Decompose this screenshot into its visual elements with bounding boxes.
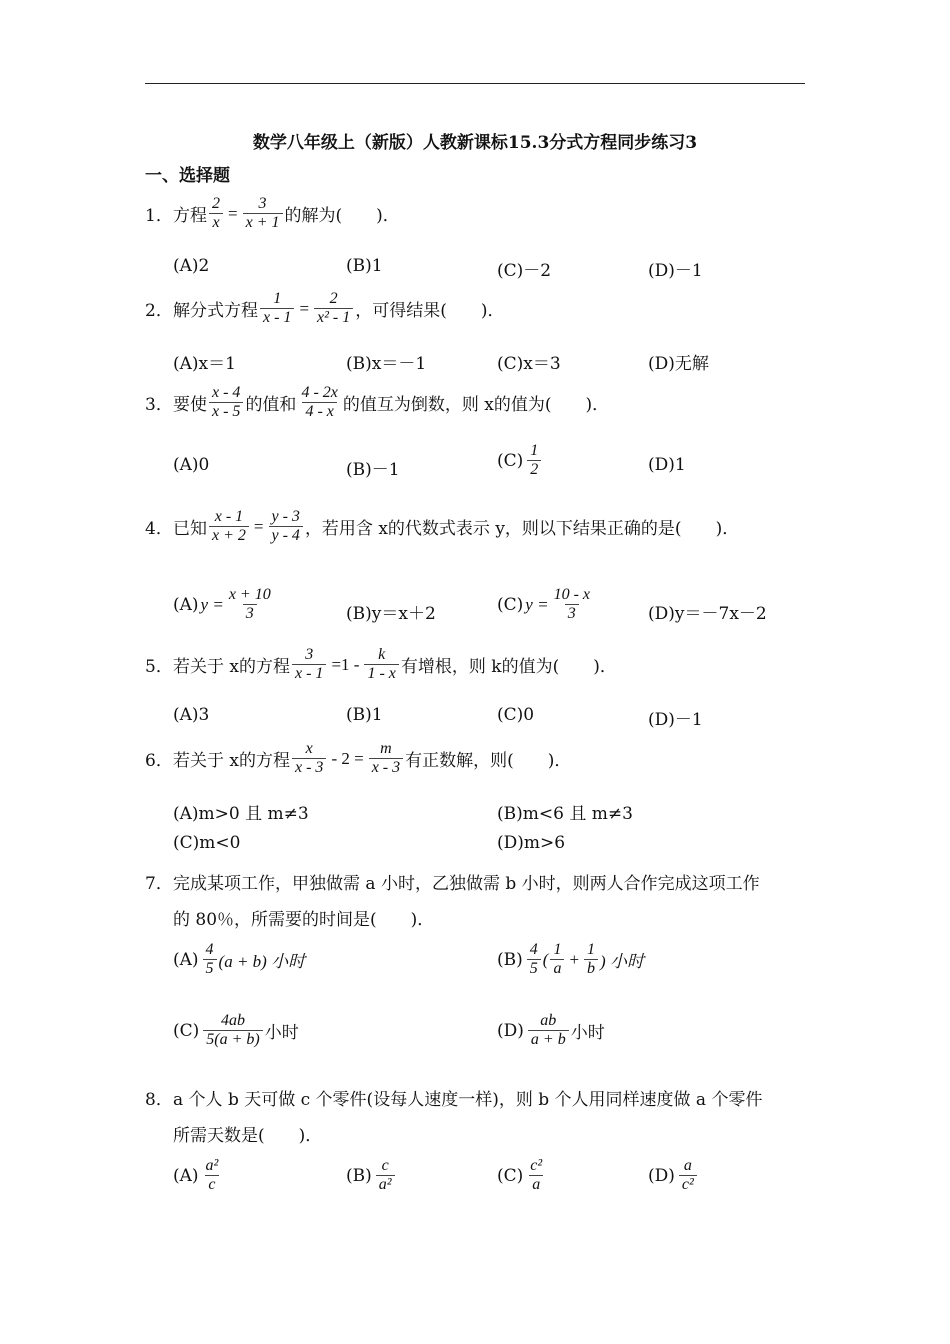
fraction: $\frac{ab}{a + b}$	[528, 1012, 569, 1049]
option-d[interactable]: (D)－1	[648, 261, 703, 281]
math-text: y =	[200, 594, 224, 614]
question-number: 5．	[145, 657, 173, 677]
question-number: 4．	[145, 519, 173, 539]
question-text: 若关于 x的方程	[173, 751, 290, 771]
fraction: $\frac{4}{5}$	[527, 941, 541, 978]
option-tag: (A)	[173, 949, 199, 970]
question-5	[145, 646, 617, 683]
option-tag: (C)	[173, 1020, 200, 1041]
question-8	[145, 1085, 762, 1110]
math-text: (a + b) 小时	[218, 952, 306, 971]
question-number: 1．	[145, 206, 173, 226]
option-c[interactable]: (C)m<0	[173, 833, 241, 853]
fraction: $\frac{4 - 2x}{4 - x}$	[301, 384, 338, 420]
page-title: 数学八年级上（新版）人教新课标15.3分式方程同步练习3	[252, 133, 698, 153]
plus-sign: +	[569, 949, 580, 969]
option-c[interactable]: (C)x＝3	[497, 354, 561, 374]
question-text: ，可得结果( )．	[355, 301, 505, 321]
question-text: 若关于 x的方程	[173, 657, 290, 677]
option-tag: (B)	[497, 949, 523, 970]
math-text: - 2 =	[331, 748, 364, 768]
fraction: $\frac{1}{b}$	[584, 941, 598, 978]
option-d[interactable]	[648, 1157, 699, 1194]
math-text: (	[542, 949, 549, 969]
fraction: $\frac{3}{x - 1}$	[292, 646, 326, 683]
option-a[interactable]	[173, 941, 305, 978]
section-heading: 一、选择题	[145, 166, 230, 186]
option-b[interactable]	[346, 1157, 397, 1194]
option-tag: (C)	[497, 594, 524, 615]
fraction: $\frac{\text{a²}}{c}$	[205, 1157, 219, 1193]
option-tag: (D)	[497, 1020, 524, 1041]
option-d[interactable]: (D)m>6	[497, 833, 566, 853]
fraction: $\frac{x + 10}{3}$	[228, 586, 271, 622]
question-text: ，若用含 x的代数式表示 y，则以下结果正确的是( )．	[304, 519, 740, 539]
option-c[interactable]	[497, 442, 543, 479]
option-c[interactable]: (C)0	[497, 705, 535, 725]
option-c[interactable]	[173, 1012, 299, 1049]
question-2	[145, 290, 505, 327]
question-1	[145, 195, 400, 232]
question-text: 解分式方程	[173, 301, 258, 321]
question-number: 3．	[145, 395, 173, 415]
equals-sign: =	[253, 516, 264, 536]
question-text: a 个人 b 天可做 c 个零件(设每人速度一样)，则 b 个人用同样速度做 a 个零件	[173, 1090, 763, 1110]
equals-sign: =	[228, 203, 238, 223]
question-text: 要使	[173, 395, 207, 415]
fraction: $\frac{1}{2}$	[527, 442, 541, 479]
option-b[interactable]: (B)x＝－1	[346, 354, 427, 374]
fraction: $\frac{c}{\text{a²}}$	[376, 1157, 395, 1194]
fraction: $\frac{y - 3}{y - 4}$	[269, 508, 303, 545]
fraction: $\frac{4ab}{5(a + b)}$	[203, 1012, 262, 1049]
fraction: $\frac{m}{x - 3}$	[369, 740, 403, 777]
option-a[interactable]: (A)x＝1	[173, 354, 236, 374]
question-text: 有正数解，则( )．	[405, 751, 572, 771]
fraction: $\frac{x}{x - 3}$	[292, 740, 326, 777]
fraction: $\frac{2}{\text{x² - 1}}$	[314, 290, 353, 327]
question-number: 2．	[145, 301, 173, 321]
option-tag: (A)	[173, 594, 199, 615]
math-text: 小时	[570, 1023, 605, 1043]
question-text: 方程	[173, 206, 207, 226]
fraction: $\frac{3}{x + 1}$	[243, 195, 283, 232]
question-text-continued: 所需天数是( )．	[173, 1126, 323, 1146]
question-3	[145, 384, 609, 421]
option-b[interactable]: (B)y＝x＋2	[346, 604, 436, 624]
option-tag: (C)	[497, 450, 524, 471]
option-tag: (B)	[346, 1165, 372, 1186]
math-text: 小时	[264, 1023, 299, 1043]
header-rule	[145, 83, 805, 84]
question-text-continued: 的 80％，所需要的时间是( )．	[173, 910, 435, 930]
option-a[interactable]: (A)2	[173, 256, 210, 276]
option-d[interactable]: (D)y＝－7x－2	[648, 604, 767, 624]
question-4	[145, 508, 739, 545]
option-d[interactable]: (D)1	[648, 455, 686, 475]
option-d[interactable]: (D)－1	[648, 710, 703, 730]
option-a[interactable]: (A)3	[173, 705, 210, 725]
option-c[interactable]	[497, 1157, 547, 1194]
option-a[interactable]: (A)0	[173, 455, 210, 475]
question-6	[145, 740, 571, 777]
option-b[interactable]	[497, 941, 644, 978]
question-text: 已知	[173, 519, 207, 539]
question-number: 8．	[145, 1090, 173, 1110]
option-b[interactable]: (B)1	[346, 256, 383, 276]
question-7	[145, 869, 760, 894]
question-number: 6．	[145, 751, 173, 771]
fraction: $\frac{x - 1}{x + 2}$	[209, 508, 249, 545]
fraction: $\frac{a}{\text{c²}}$	[679, 1157, 697, 1194]
question-text: 的解为( )．	[284, 206, 400, 226]
fraction: $\frac{1}{x - 1}$	[260, 290, 294, 327]
question-text: 有增根，则 k的值为( )．	[400, 657, 617, 677]
question-text: 完成某项工作，甲独做需 a 小时，乙独做需 b 小时，则两人合作完成这项工作	[173, 874, 760, 894]
fraction: $\frac{2}{x}$	[209, 195, 223, 232]
option-tag: (D)	[648, 1165, 675, 1186]
fraction: $\frac{k}{1 - x}$	[364, 646, 398, 683]
question-number: 7．	[145, 874, 173, 894]
question-text: 的值和	[245, 395, 297, 415]
fraction: $\frac{x - 4}{x - 5}$	[209, 384, 243, 421]
option-b[interactable]: (B)m<6 且 m≠3	[497, 804, 633, 824]
math-text: ) 小时	[600, 952, 644, 971]
option-c[interactable]: (C)－2	[497, 261, 552, 281]
math-text: =1 -	[331, 654, 360, 674]
option-d[interactable]	[497, 1012, 605, 1049]
fraction: $\frac{10 - x}{3}$	[553, 586, 590, 622]
fraction: $\frac{\text{c²}}{a}$	[530, 1157, 543, 1193]
option-tag: (C)	[497, 1165, 524, 1186]
equals-sign: =	[299, 298, 310, 318]
option-a[interactable]	[173, 586, 276, 623]
fraction: $\frac{1}{a}$	[550, 941, 564, 978]
math-text: y =	[525, 594, 549, 614]
question-text: 的值互为倒数，则 x的值为( )．	[342, 395, 610, 415]
option-c[interactable]	[497, 586, 595, 623]
option-b[interactable]: (B)－1	[346, 460, 400, 480]
option-b[interactable]: (B)1	[346, 705, 383, 725]
option-tag: (A)	[173, 1165, 199, 1186]
fraction: $\frac{4}{5}$	[203, 941, 217, 978]
option-d[interactable]: (D)无解	[648, 354, 709, 374]
option-a[interactable]: (A)m>0 且 m≠3	[173, 804, 309, 824]
option-a[interactable]	[173, 1157, 223, 1194]
